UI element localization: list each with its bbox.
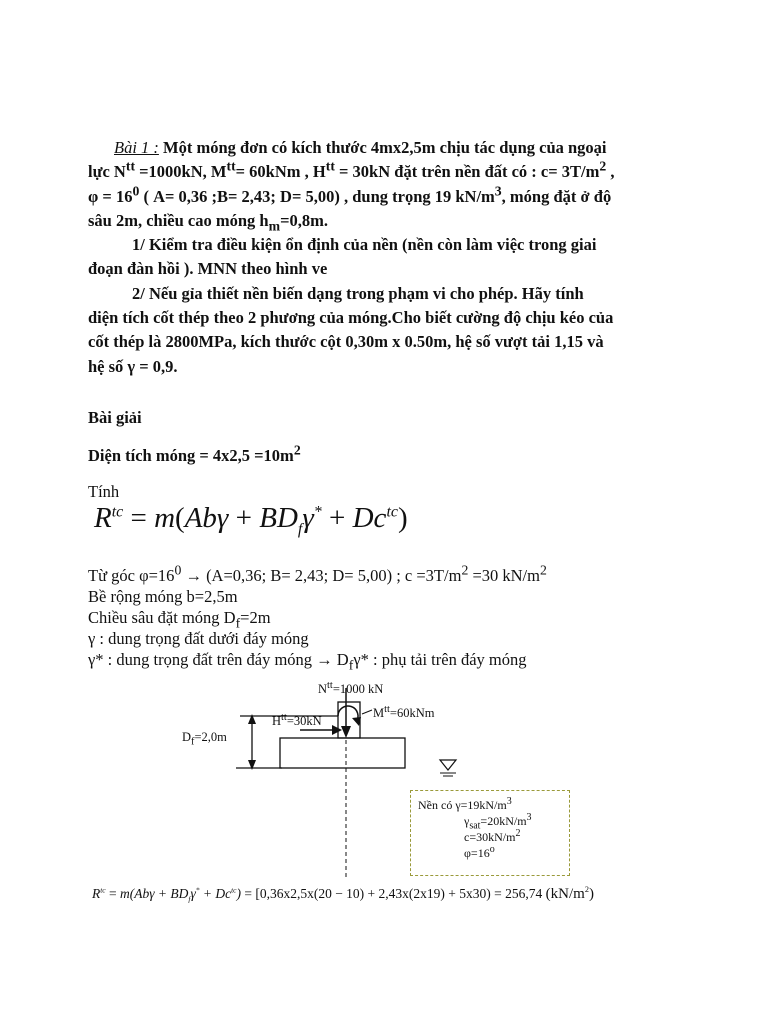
- solution-heading: Bài giải: [88, 408, 142, 427]
- n-load-label: $N^{tt}=1000$ kN: [318, 679, 384, 696]
- gamma-star-line: γ* : dung trọng đất trên đáy móng → $D_f\gamma*$ : phụ tải trên đáy móng: [88, 650, 527, 673]
- soil-friction-angle: $\varphi=16^o$: [464, 844, 495, 860]
- h-arrow-head: [332, 725, 342, 735]
- final-bearing-formula: $R^{tc} = m(Ab\gamma + BD_f\gamma^* + Dc^{tc}) = [0,36x2,5x(20 - 10) + 2,43x(2x19) + 5x30) = 256,74$ $(kN/m^2)$: [92, 885, 594, 904]
- footing: [280, 738, 405, 768]
- moment-leader: [362, 710, 372, 714]
- water-table-icon: [440, 760, 456, 770]
- problem-statement: Bài 1 : Một móng đơn có kích thước 4mx2,5m chịu tác dụng của ngoại lực $N^{tt} =1000kN$, $M^{tt}= 60kNm$ , $H^{tt} = 30kN$ đặt trên nền đất có : $c= 3T/m^2$ , $\varphi = 16^0$ ( A= 0,36 ;B= 2,43; D= 5,00) , dung trọng 19 $kN/m^3$, móng đặt ở độ sâu 2m, chiều cao móng $h_m=0,8m$. 1/ Kiểm tra điều kiện ổn định của nền (nền còn làm việc trong giai đoạn đàn hồi ). MNN theo hình ve 2/ Nếu gỉa thiết nền biến dạng trong phạm vi cho phép. Hãy tính diện tích cốt thép theo 2 phương của móng.Cho biết cường độ chịu kéo của cốt thép là 2800MPa, kích thước cột 0,30m x 0.50m, hệ số vượt tải 1,15 và hệ số γ = 0,9.: [88, 136, 676, 379]
- foundation-area: Diện tích móng = $4x2,5 =10m^2$: [88, 442, 301, 465]
- h-force-label: $H^{tt}=30kN$: [272, 711, 322, 728]
- width-line: Bề rộng móng b=2,5m: [88, 587, 238, 606]
- gamma-line: γ : dung trọng đất dưới đáy móng: [88, 629, 309, 648]
- m-moment-label: $M^{tt}=60kNm$: [373, 703, 435, 720]
- question-2: 2/ Nếu gỉa thiết nền biến dạng trong phạm vi cho phép. Hãy tính: [132, 283, 584, 303]
- depth-line: Chiều sâu đặt móng $D_f=2m$: [88, 608, 271, 631]
- df-label: $D_f=2,0m$: [182, 730, 227, 748]
- soil-gamma-sat: $\gamma_{sat}=20kN/m^3$: [464, 812, 532, 832]
- angle-line: Từ góc $\varphi=16^0 \to (A=0,36$; B= 2,43; D= 5,00) ; $c =3T/m^2 =30$ $kN/m^2$: [88, 562, 547, 585]
- soil-gamma: Nền có $\gamma=19kN/m^3$: [418, 796, 512, 812]
- bearing-formula: $R^{tc} = m(Ab\gamma + BD_f\gamma^* + Dc^{tc})$: [94, 502, 408, 538]
- soil-cohesion: $c=30kN/m^2$: [464, 828, 521, 844]
- question-1: 1/ Kiểm tra điều kiện ổn định của nền (nền còn làm việc trong giai: [132, 235, 597, 255]
- n-arrow-head: [341, 726, 351, 738]
- compute-label: Tính: [88, 482, 120, 501]
- problem-title: Bài 1 :: [114, 138, 159, 157]
